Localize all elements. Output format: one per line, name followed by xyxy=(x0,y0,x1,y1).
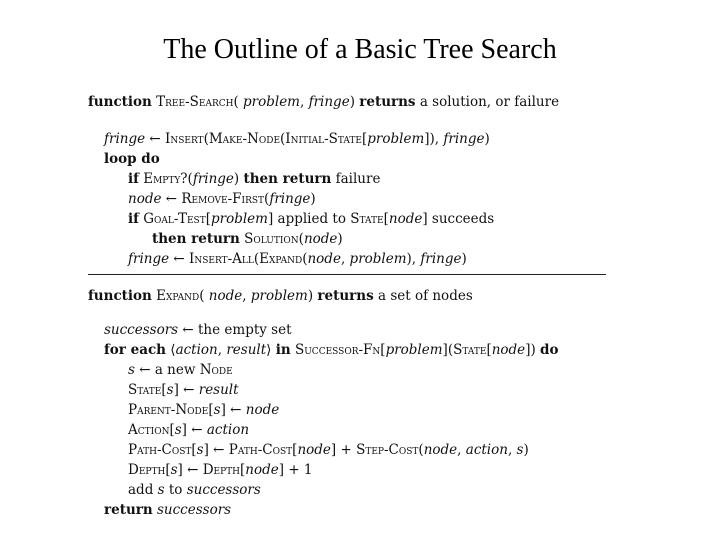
expand-line-1 xyxy=(104,320,292,340)
code-token: ) xyxy=(484,131,490,147)
code-token: ] applied to xyxy=(267,211,351,227)
code-token: [ xyxy=(165,462,171,478)
code-token: ]( xyxy=(442,342,454,358)
code-token: [ xyxy=(205,211,211,227)
code-token: s xyxy=(166,382,174,398)
code-token: ← the empty set xyxy=(178,322,292,338)
code-token: node xyxy=(303,231,338,247)
code-token: Parent-Node xyxy=(128,402,209,418)
code-token: node xyxy=(491,342,526,358)
code-token: ( xyxy=(203,131,209,147)
code-token: result xyxy=(198,382,239,398)
code-token: ]) xyxy=(525,342,541,358)
code-token: result xyxy=(226,342,267,358)
code-token: Make-Node xyxy=(208,131,281,147)
tree-search-line-2 xyxy=(104,149,160,169)
code-token: ) xyxy=(349,94,360,110)
code-token: [ xyxy=(292,442,298,458)
code-token: ( xyxy=(187,171,193,187)
code-token: [ xyxy=(161,382,167,398)
code-token: [ xyxy=(208,402,214,418)
tree-search-line-7 xyxy=(128,249,467,269)
code-token: [ xyxy=(486,342,492,358)
code-token: a solution, or failure xyxy=(415,94,560,110)
code-token: Solution xyxy=(244,231,299,247)
code-token: failure xyxy=(331,171,381,187)
code-token: ( xyxy=(264,191,270,207)
code-token: ] + 1 xyxy=(278,462,313,478)
code-token: problem xyxy=(367,131,425,147)
code-token: ] ← xyxy=(220,402,246,418)
code-token: s xyxy=(196,442,204,458)
expand-line-5 xyxy=(128,400,279,420)
code-token: s xyxy=(174,422,182,438)
code-token: ( xyxy=(298,231,304,247)
code-token: ( xyxy=(233,94,244,110)
section-divider xyxy=(88,274,606,275)
code-token: State xyxy=(128,382,162,398)
code-token: ( xyxy=(199,288,209,304)
code-token: , xyxy=(457,442,466,458)
code-token: ] succeeds xyxy=(422,211,495,227)
code-token: fringe xyxy=(443,131,485,147)
code-token: Expand xyxy=(156,288,200,304)
code-token: ] ← xyxy=(181,422,207,438)
code-token: ] ← xyxy=(173,382,199,398)
code-token: fringe xyxy=(192,171,234,187)
code-token: action xyxy=(206,422,250,438)
expand-line-6 xyxy=(128,420,249,440)
code-token: ⟩ xyxy=(266,342,276,358)
code-token: ( xyxy=(280,131,286,147)
code-token: ] ← xyxy=(177,462,203,478)
code-token: problem xyxy=(349,251,407,267)
code-token: State xyxy=(453,342,487,358)
code-token: Step-Cost xyxy=(356,442,419,458)
expand-line-9 xyxy=(128,480,261,500)
code-token: function xyxy=(88,288,152,304)
code-token: ]), xyxy=(424,131,444,147)
code-token: Action xyxy=(128,422,170,438)
code-token: Path-Cost xyxy=(128,442,192,458)
code-token: , xyxy=(300,94,309,110)
code-token: Node xyxy=(199,362,233,378)
code-token: ) xyxy=(461,251,467,267)
code-token: node xyxy=(307,251,341,267)
tree-search-line-3 xyxy=(128,169,380,189)
code-token: Insert-All xyxy=(189,251,254,267)
code-token: Depth xyxy=(202,462,241,478)
code-token: ) xyxy=(233,171,244,187)
tree-search-line-6 xyxy=(152,229,343,249)
tree-search-line-4 xyxy=(128,189,316,209)
code-token: problem xyxy=(250,288,308,304)
code-token: , xyxy=(340,251,350,267)
code-token: returns xyxy=(359,94,416,110)
code-token: fringe xyxy=(128,251,170,267)
code-token: s xyxy=(213,402,221,418)
code-token: function xyxy=(88,94,152,110)
code-token: [ xyxy=(380,342,386,358)
code-token: then return xyxy=(243,171,332,187)
code-token: node xyxy=(128,191,162,207)
code-token: ← a new xyxy=(134,362,200,378)
expand-line-3 xyxy=(128,360,233,380)
code-token: s xyxy=(157,482,165,498)
code-token: ( xyxy=(253,251,260,267)
code-token: Goal-Test xyxy=(143,211,206,227)
tree-search-line-1 xyxy=(104,129,490,149)
code-token: to xyxy=(164,482,187,498)
code-token: State xyxy=(350,211,384,227)
code-token: problem xyxy=(385,342,443,358)
code-token: fringe xyxy=(308,94,350,110)
expand-line-2 xyxy=(104,340,558,360)
tree-search-line-5 xyxy=(128,209,494,229)
code-token: ( xyxy=(302,251,308,267)
code-token: a set of nodes xyxy=(373,288,473,304)
code-token: returns xyxy=(317,288,374,304)
code-token: Path-Cost xyxy=(228,442,293,458)
code-token: ⟨ xyxy=(166,342,176,358)
code-token: ( xyxy=(418,442,424,458)
code-token: node xyxy=(388,211,423,227)
code-token: if xyxy=(128,171,139,187)
expand-line-7 xyxy=(128,440,529,460)
code-token: add xyxy=(128,482,158,498)
expand-line-10 xyxy=(104,500,231,520)
code-token: successors xyxy=(104,322,179,338)
expand-line-4 xyxy=(128,380,239,400)
code-token: , xyxy=(217,342,227,358)
code-token: ) xyxy=(307,288,318,304)
code-token: s xyxy=(516,442,524,458)
code-token: ) xyxy=(310,191,316,207)
tree-search-header xyxy=(88,92,559,112)
slide-title: The Outline of a Basic Tree Search xyxy=(163,34,557,65)
code-token: s xyxy=(170,462,178,478)
code-token: problem xyxy=(243,94,300,110)
code-token: if xyxy=(128,211,139,227)
code-token: return xyxy=(104,502,153,518)
code-token: action xyxy=(175,342,218,358)
code-token: ) xyxy=(523,442,529,458)
code-token: [ xyxy=(240,462,246,478)
code-token: Tree-Search xyxy=(156,94,234,110)
code-token: fringe xyxy=(104,131,146,147)
code-token: ), xyxy=(406,251,421,267)
code-token: Insert xyxy=(165,131,204,147)
code-token: Remove-First xyxy=(181,191,265,207)
code-token: fringe xyxy=(269,191,311,207)
code-token: Successor-Fn xyxy=(294,342,381,358)
expand-line-8 xyxy=(128,460,313,480)
code-token: action xyxy=(465,442,508,458)
expand-header xyxy=(88,286,473,306)
code-token: ] + xyxy=(330,442,357,458)
code-token: node xyxy=(245,402,280,418)
code-token: Empty? xyxy=(143,171,188,187)
code-token: fringe xyxy=(420,251,462,267)
code-token: in xyxy=(275,342,291,358)
code-token: node xyxy=(208,288,243,304)
code-token: do xyxy=(540,342,559,358)
code-token: ← xyxy=(161,191,182,207)
code-token: node xyxy=(423,442,458,458)
code-token: [ xyxy=(191,442,197,458)
code-token: ← xyxy=(169,251,189,267)
code-token: node xyxy=(297,442,331,458)
code-token: problem xyxy=(210,211,268,227)
code-token: for each xyxy=(104,342,166,358)
code-token: , xyxy=(507,442,517,458)
code-token: [ xyxy=(362,131,368,147)
code-token: Depth xyxy=(128,462,166,478)
code-token: successors xyxy=(186,482,261,498)
code-token: s xyxy=(128,362,135,378)
code-token: ] ← xyxy=(203,442,229,458)
code-token: successors xyxy=(156,502,232,518)
code-token: , xyxy=(242,288,251,304)
code-token: Initial-State xyxy=(285,131,362,147)
code-token: [ xyxy=(383,211,389,227)
code-token: ) xyxy=(337,231,343,247)
code-token: node xyxy=(245,462,279,478)
code-token: loop do xyxy=(104,151,160,167)
code-token: ← xyxy=(145,131,165,147)
code-token: then return xyxy=(152,231,240,247)
code-token: [ xyxy=(169,422,175,438)
code-token: Expand xyxy=(259,251,303,267)
